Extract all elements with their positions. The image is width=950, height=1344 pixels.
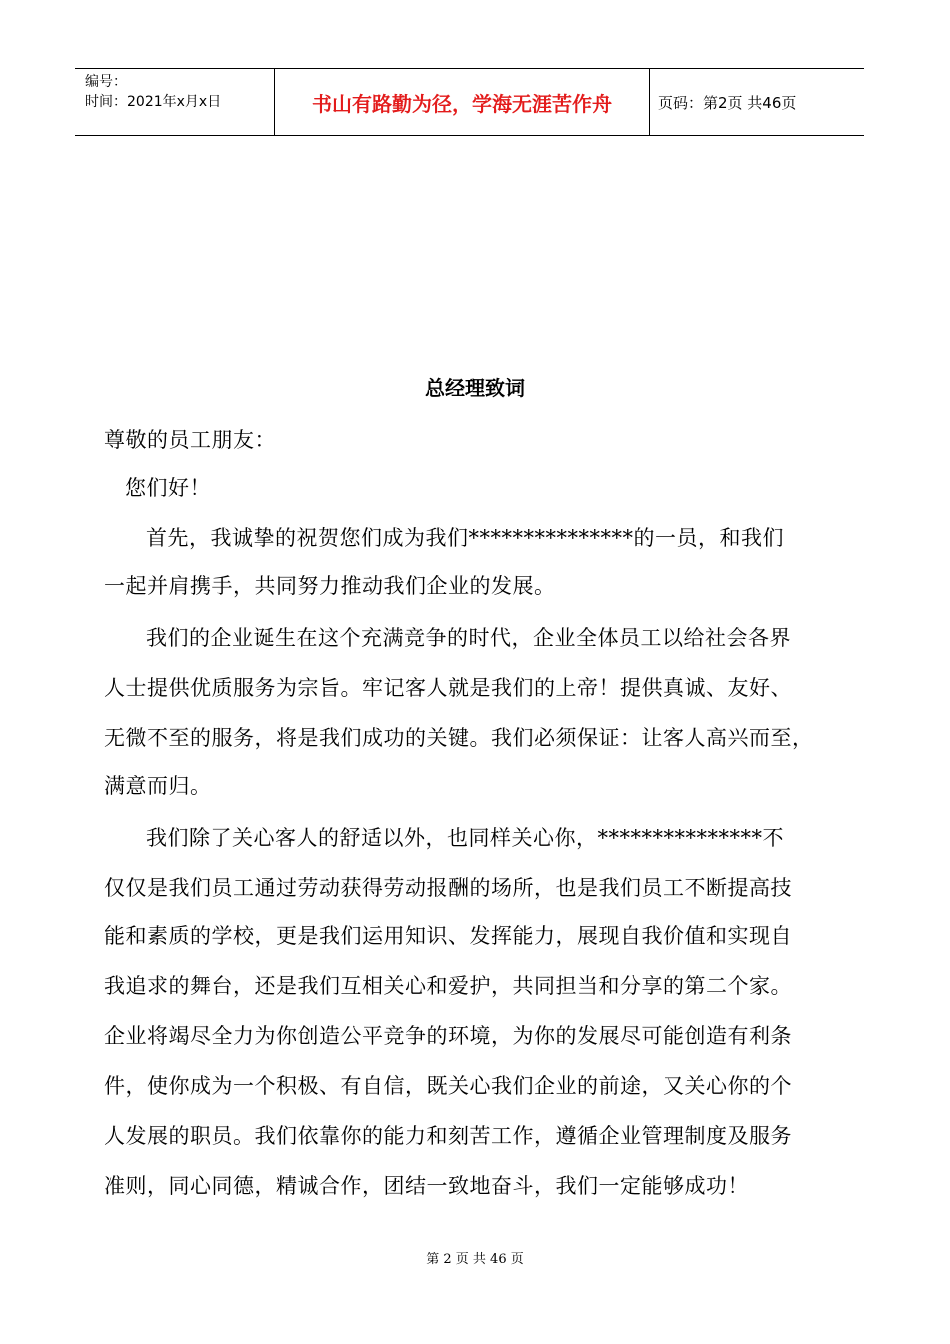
- greeting: 您们好！: [125, 476, 211, 500]
- body-line: 企业将竭尽全力为你创造公平竞争的环境，为你的发展尽可能创造有利条: [104, 1024, 792, 1048]
- salutation: 尊敬的员工朋友：: [104, 428, 276, 452]
- body-line: 无微不至的服务，将是我们成功的关键。我们必须保证：让客人高兴而至，: [104, 726, 814, 750]
- body-line: 一起并肩携手，共同努力推动我们企业的发展。: [104, 574, 556, 598]
- body-line: 人士提供优质服务为宗旨。牢记客人就是我们的上帝！提供真诚、友好、: [104, 676, 792, 700]
- body-line: 我追求的舞台，还是我们互相关心和爱护，共同担当和分享的第二个家。: [104, 974, 792, 998]
- body-line: 件，使你成为一个积极、有自信，既关心我们企业的前途，又关心你的个: [104, 1074, 792, 1098]
- header-page-info: 页码：第2页 共46页: [658, 93, 797, 112]
- page-footer: 第 2 页 共 46 页: [426, 1252, 524, 1267]
- header-motto: 书山有路勤为径，学海无涯苦作舟: [275, 69, 650, 135]
- document-title: 总经理致词: [425, 376, 525, 400]
- body-line: 人发展的职员。我们依靠你的能力和刻苦工作，遵循企业管理制度及服务: [104, 1124, 792, 1148]
- number-label: 编号：: [85, 74, 127, 90]
- time-label: 时间：2021年x月x日: [85, 94, 222, 110]
- body-line: 满意而归。: [104, 774, 212, 798]
- body-line: 仅仅是我们员工通过劳动获得劳动报酬的场所，也是我们员工不断提高技: [104, 876, 792, 900]
- body-line: 我们的企业诞生在这个充满竞争的时代，企业全体员工以给社会各界: [146, 626, 791, 650]
- body-line: 准则，同心同德，精诚合作，团结一致地奋斗，我们一定能够成功！: [104, 1174, 749, 1198]
- body-line: 首先，我诚挚的祝贺您们成为我们***************的一员，和我们: [146, 526, 784, 550]
- body-line: 能和素质的学校，更是我们运用知识、发挥能力，展现自我价值和实现自: [104, 924, 792, 948]
- header-meta: [75, 69, 275, 135]
- body-line: 我们除了关心客人的舒适以外，也同样关心你，***************不: [146, 826, 784, 850]
- page-header: [75, 68, 864, 136]
